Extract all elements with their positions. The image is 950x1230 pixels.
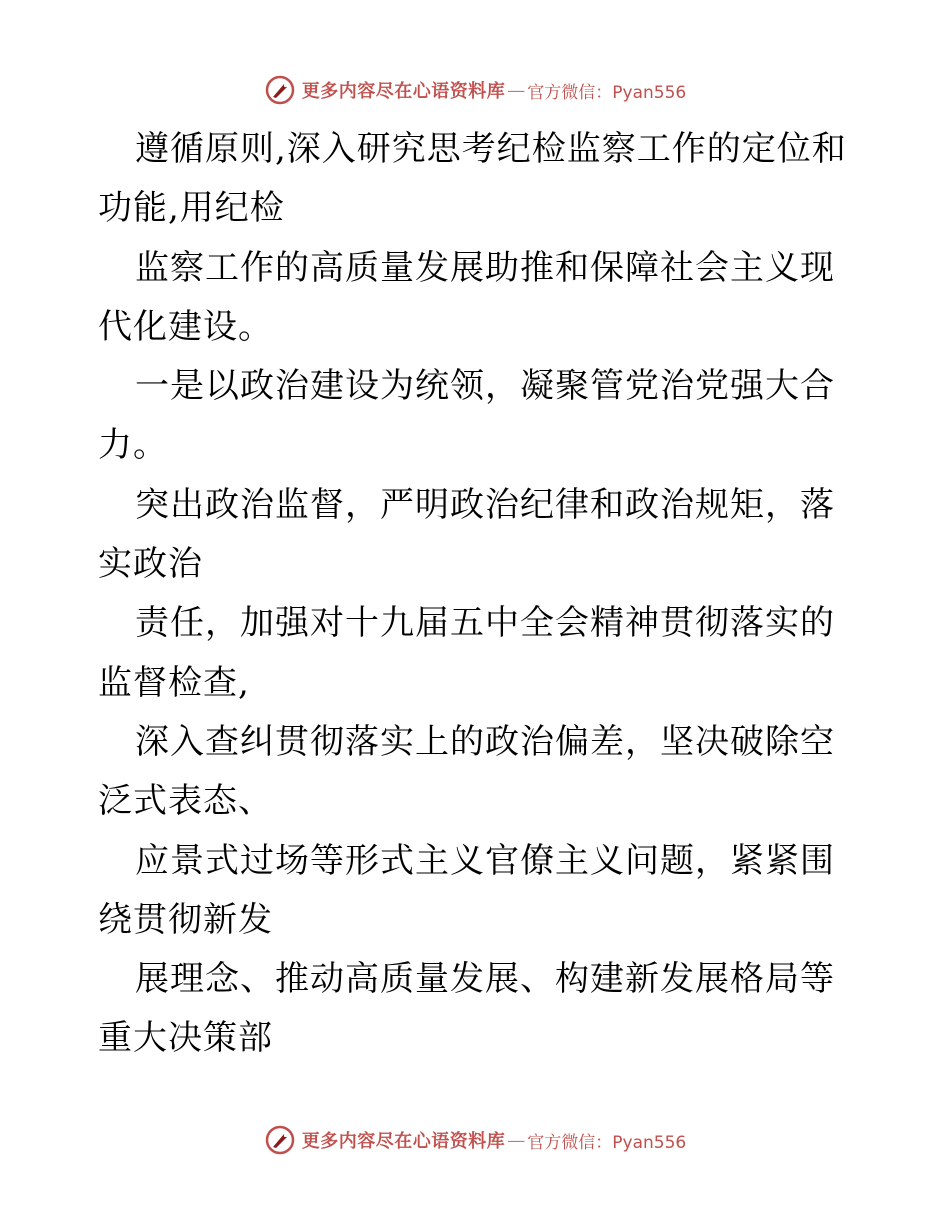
footer-watermark xyxy=(0,1122,950,1158)
paragraph: 责任，加强对十九届五中全会精神贯彻落实的监督检查, xyxy=(98,603,835,703)
paragraph: 突出政治监督，严明政治纪律和政治规矩，落实政治 xyxy=(98,484,835,585)
paragraph: 深入查纠贯彻落实上的政治偏差，坚决破除空泛式表态、 xyxy=(98,721,835,822)
paragraph: 遵循原则,深入研究思考纪检监察工作的定位和功能,用纪检 xyxy=(98,129,847,229)
watermark-dash: — xyxy=(507,1129,526,1151)
watermark-wechat-text: 官方微信：Pyan556 xyxy=(527,1132,687,1153)
paragraph: 展理念、推动高质量发展、构建新发展格局等重大决策部 xyxy=(98,959,835,1059)
header-watermark xyxy=(0,72,950,108)
paragraph: 一是以政治建设为统领，凝聚管党治党强大合力。 xyxy=(98,366,835,466)
pen-nib-logo-icon xyxy=(264,1124,296,1156)
watermark-wechat-text: 官方微信：Pyan556 xyxy=(527,82,687,103)
pen-nib-logo-icon xyxy=(264,74,296,106)
watermark-brand-text: 更多内容尽在心语资料库 xyxy=(301,1131,506,1152)
paragraph: 监察工作的高质量发展助推和保障社会主义现代化建设。 xyxy=(98,247,835,347)
watermark-brand-text: 更多内容尽在心语资料库 xyxy=(301,81,506,102)
document-body xyxy=(98,120,858,1069)
watermark-dash: — xyxy=(507,79,526,101)
paragraph: 应景式过场等形式主义官僚主义问题，紧紧围绕贯彻新发 xyxy=(98,840,835,940)
